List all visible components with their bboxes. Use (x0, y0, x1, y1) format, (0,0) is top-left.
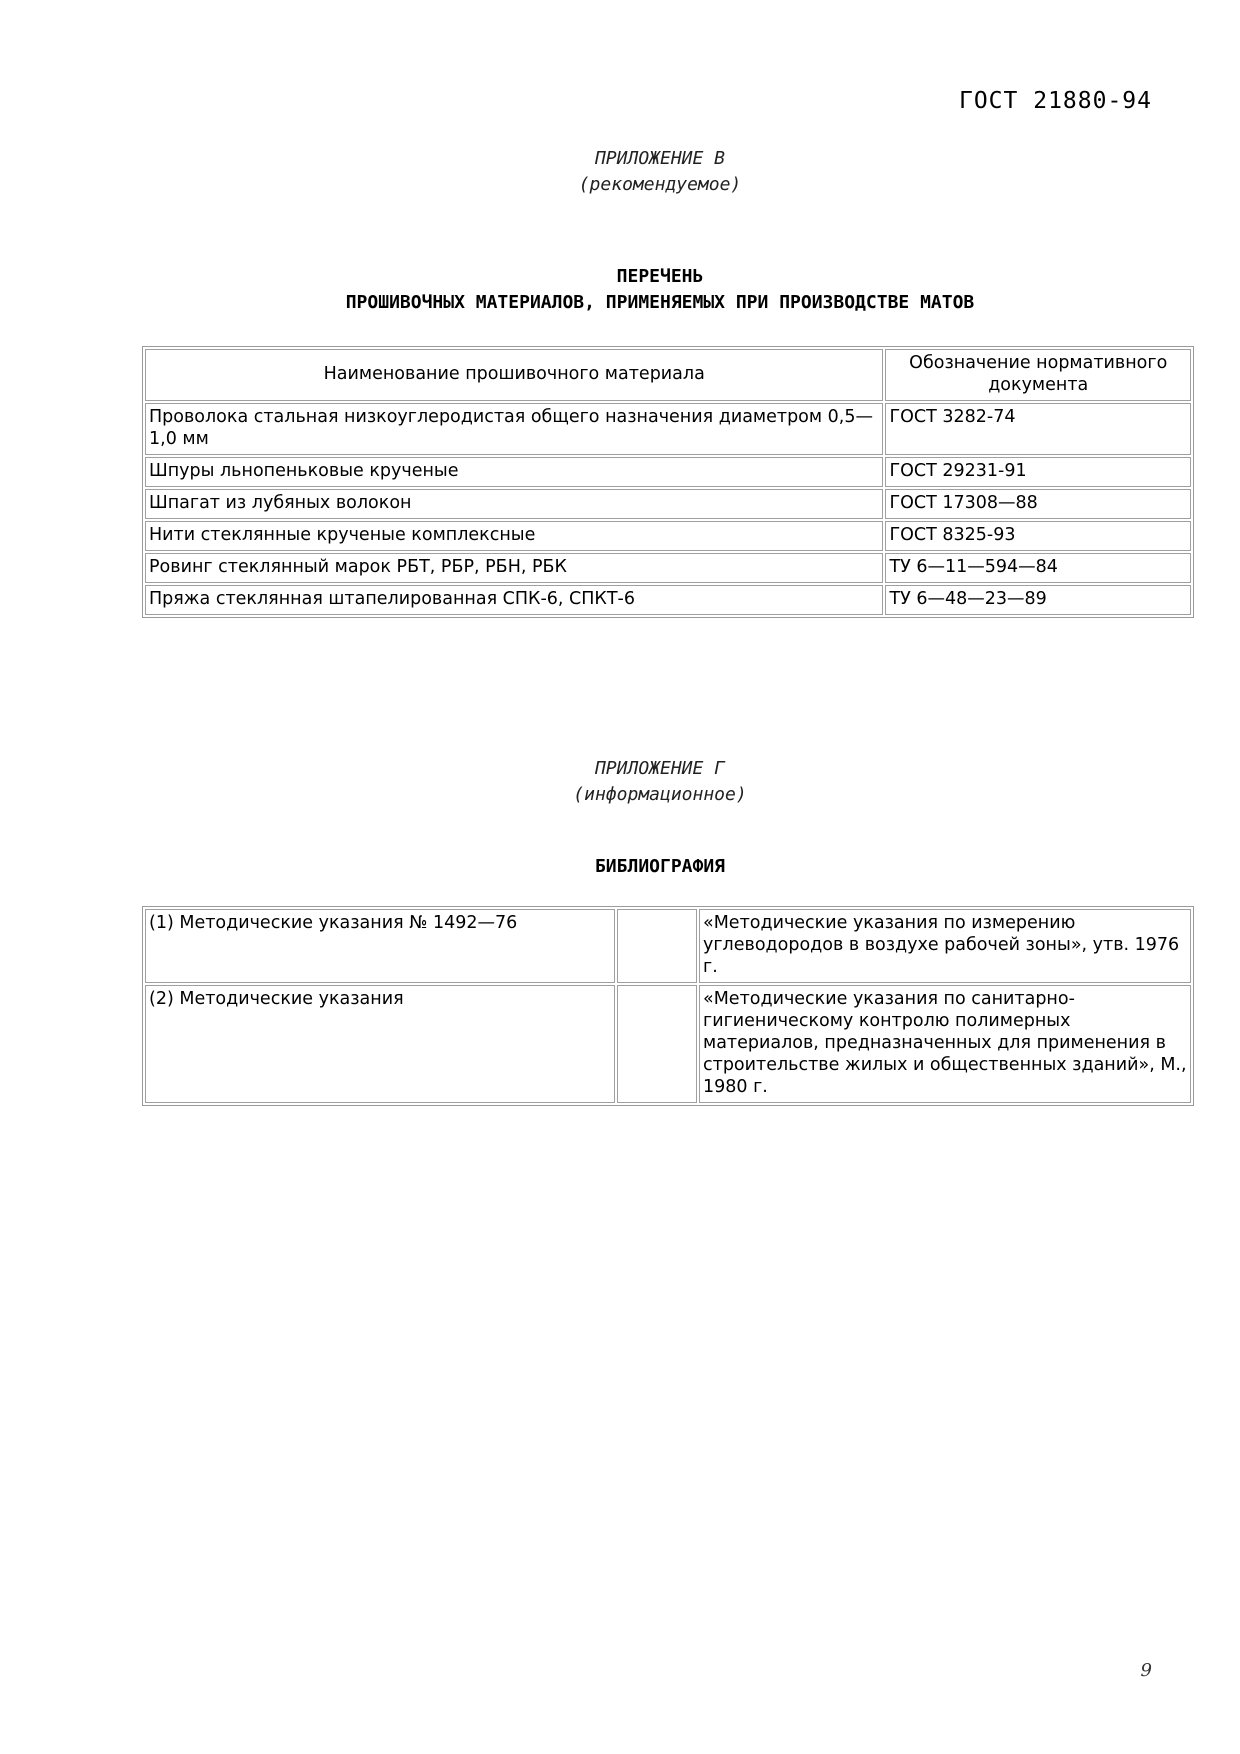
table-row (145, 585, 1191, 615)
materials-table (142, 346, 1194, 618)
bibliography-empty-cell (617, 985, 697, 1103)
document-designation-cell: ТУ 6—11—594—84 (885, 553, 1191, 583)
appendix-v-status: (рекомендуемое) (578, 174, 742, 195)
page-number: 9 (1140, 1660, 1152, 1681)
material-name-cell: Нити стеклянные крученые комплексные (145, 521, 883, 551)
material-name-cell: Ровинг стеклянный марок РБТ, РБР, РБН, РБК (145, 553, 883, 583)
appendix-g-label: ПРИЛОЖЕНИЕ Г (594, 758, 726, 779)
bibliography-description-cell: «Методические указания по санитарно-гигиеническому контролю полимерных материалов, предназначенных для применения в строительстве жилых и общественных зданий», М., 1980 г. (699, 985, 1191, 1103)
document-designation-cell: ГОСТ 8325-93 (885, 521, 1191, 551)
document-designation-cell: ГОСТ 3282-74 (885, 403, 1191, 455)
material-name-cell: Шпуры льнопеньковые крученые (145, 457, 883, 487)
appendix-g-status: (информационное) (573, 784, 747, 805)
appendix-v-label: ПРИЛОЖЕНИЕ В (594, 148, 726, 169)
document-designation-cell: ГОСТ 17308—88 (885, 489, 1191, 519)
document-code: ГОСТ 21880-94 (958, 88, 1152, 114)
bibliography-table (142, 906, 1194, 1106)
bibliography-title: БИБЛИОГРАФИЯ (594, 856, 726, 877)
document-designation-cell: ТУ 6—48—23—89 (885, 585, 1191, 615)
document-designation-cell: ГОСТ 29231-91 (885, 457, 1191, 487)
table-row (145, 909, 1191, 983)
bibliography-empty-cell (617, 909, 697, 983)
table-row (145, 985, 1191, 1103)
header-document-designation: Обозначение нормативного документа (885, 349, 1191, 401)
table-header-row (145, 349, 1191, 401)
appendix-v-title-line1: ПЕРЕЧЕНЬ (616, 266, 704, 287)
bibliography-reference-cell: (2) Методические указания (145, 985, 615, 1103)
material-name-cell: Пряжа стеклянная штапелированная СПК-6, СПКТ-6 (145, 585, 883, 615)
bibliography-reference-cell: (1) Методические указания № 1492—76 (145, 909, 615, 983)
table-row (145, 489, 1191, 519)
material-name-cell: Шпагат из лубяных волокон (145, 489, 883, 519)
table-row (145, 457, 1191, 487)
table-row (145, 521, 1191, 551)
table-row (145, 403, 1191, 455)
table-row (145, 553, 1191, 583)
bibliography-description-cell: «Методические указания по измерению углеводородов в воздухе рабочей зоны», утв. 1976 г. (699, 909, 1191, 983)
material-name-cell: Проволока стальная низкоуглеродистая общего назначения диаметром 0,5—1,0 мм (145, 403, 883, 455)
appendix-v-title-line2: ПРОШИВОЧНЫХ МАТЕРИАЛОВ, ПРИМЕНЯЕМЫХ ПРИ ПРОИЗВОДСТВЕ МАТОВ (345, 292, 975, 313)
header-material-name: Наименование прошивочного материала (145, 349, 883, 401)
